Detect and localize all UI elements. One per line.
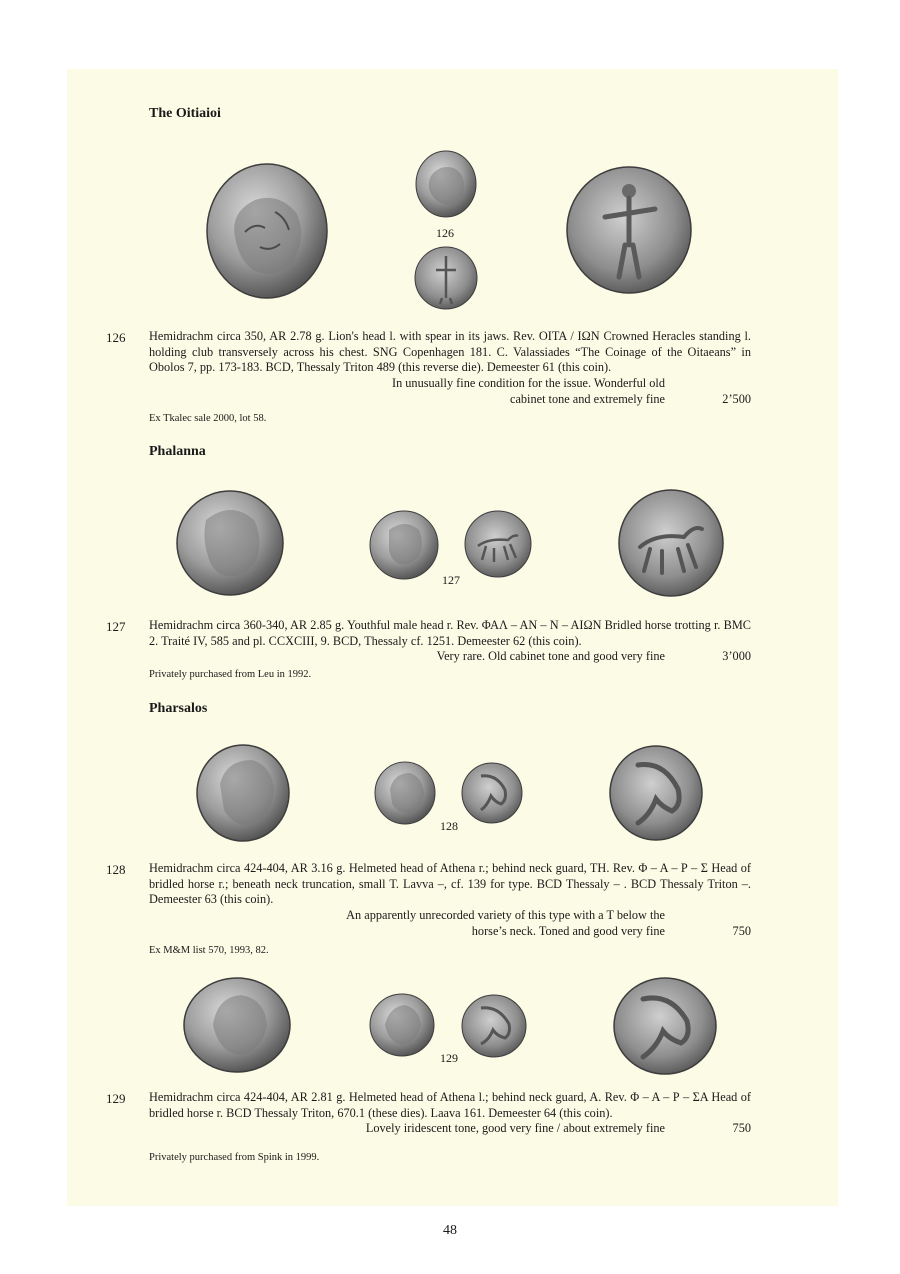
section-heading-pharsalos: Pharsalos — [149, 701, 208, 716]
condition-line-129: Lovely iridescent tone, good very fine / about extremely fine — [365, 1121, 665, 1135]
lot-description-128: Hemidrachm circa 424-404, AR 3.16 g. Helmeted head of Athena r.; behind neck guard, TH. Rev. Φ – Α – Ρ – Σ Head of bridled horse r.; beneath neck truncation, small T. Lavva –, cf. 139 for type. BCD Thessaly – . BCD Thessaly Triton –. Demeester 63 (this coin). — [149, 861, 751, 907]
lot-description-129: Hemidrachm circa 424-404, AR 2.81 g. Helmeted head of Athena l.; behind neck guard, A. Rev. Φ – Α – Ρ – ΣΑ Head of bridled horse r. BCD Thessaly Triton, 670.1 (these dies). Laava 161. Demeester 64 (this coin). — [149, 1090, 751, 1120]
price-127: 3’000 — [722, 649, 751, 663]
coin-126-obverse — [415, 150, 477, 218]
lot-description-127: Hemidrachm circa 360-340, AR 2.85 g. Youthful male head r. Rev. ΦΑΛ – ΑΝ – Ν – ΑΙΩΝ Bridled horse trotting r. BMC 2. Traité IV, 585 and pl. CCXCIII, 9. BCD, Thessaly cf. 1251. Demeester 62 (this coin). — [149, 618, 751, 648]
lot-number-127: 127 — [106, 619, 126, 634]
lot-number-129: 129 — [106, 1091, 126, 1106]
price-128: 750 — [732, 924, 751, 938]
coin-127-obverse — [369, 510, 439, 580]
lot-number-126: 126 — [106, 330, 126, 345]
provenance-127: Privately purchased from Leu in 1992. — [149, 669, 312, 680]
coin-128-reverse-enlarged — [608, 745, 704, 841]
coin-126-reverse — [414, 246, 478, 310]
coin-129-reverse-enlarged — [613, 977, 717, 1075]
condition-line-128-a: An apparently unrecorded variety of this type with a T below the — [346, 908, 665, 922]
provenance-129: Privately purchased from Spink in 1999. — [149, 1152, 320, 1163]
coin-126-reverse-enlarged — [565, 165, 693, 295]
coin-128-obverse — [374, 761, 436, 825]
figure-label-126: 126 — [436, 226, 454, 240]
coin-127-reverse-enlarged — [618, 489, 724, 597]
coin-126-obverse-enlarged — [205, 162, 329, 300]
coin-127-obverse-enlarged — [176, 490, 284, 596]
condition-line-127: Very rare. Old cabinet tone and good very fine — [436, 649, 665, 663]
lot-number-128: 128 — [106, 862, 126, 877]
condition-line-126-b: cabinet tone and extremely fine — [509, 392, 665, 406]
condition-line-126-a: In unusually fine condition for the issue. Wonderful old — [391, 376, 665, 390]
coin-127-reverse — [464, 510, 532, 578]
price-126: 2’500 — [722, 392, 751, 406]
coin-128-obverse-enlarged — [196, 744, 290, 842]
coin-129-obverse — [369, 993, 435, 1057]
figure-label-127: 127 — [442, 573, 460, 587]
condition-line-128-b: horse’s neck. Toned and good very fine — [471, 924, 665, 938]
provenance-126: Ex Tkalec sale 2000, lot 58. — [149, 413, 267, 424]
figure-label-128: 128 — [440, 819, 458, 833]
coin-129-reverse — [461, 994, 527, 1058]
page-number: 48 — [443, 1223, 457, 1238]
section-heading-phalanna: Phalanna — [149, 444, 206, 459]
coin-129-obverse-enlarged — [183, 977, 291, 1073]
lot-description-126: Hemidrachm circa 350, AR 2.78 g. Lion's head l. with spear in its jaws. Rev. ΟΙΤΑ / ΙΩΝ Crowned Heracles standing l. holding club transversely across his chest. SNG Copenhagen 181. C. Valassiades “The Coinage of the Oitaeans” in Obolos 7, pp. 173-183. BCD, Thessaly Triton 489 (this reverse die). Demeester 61 (this coin). — [149, 329, 751, 375]
figure-label-129: 129 — [440, 1051, 458, 1065]
provenance-128: Ex M&M list 570, 1993, 82. — [149, 945, 269, 956]
section-heading-oitiaioi: The Oitiaioi — [149, 106, 221, 121]
price-129: 750 — [732, 1121, 751, 1135]
coin-128-reverse — [461, 762, 523, 824]
